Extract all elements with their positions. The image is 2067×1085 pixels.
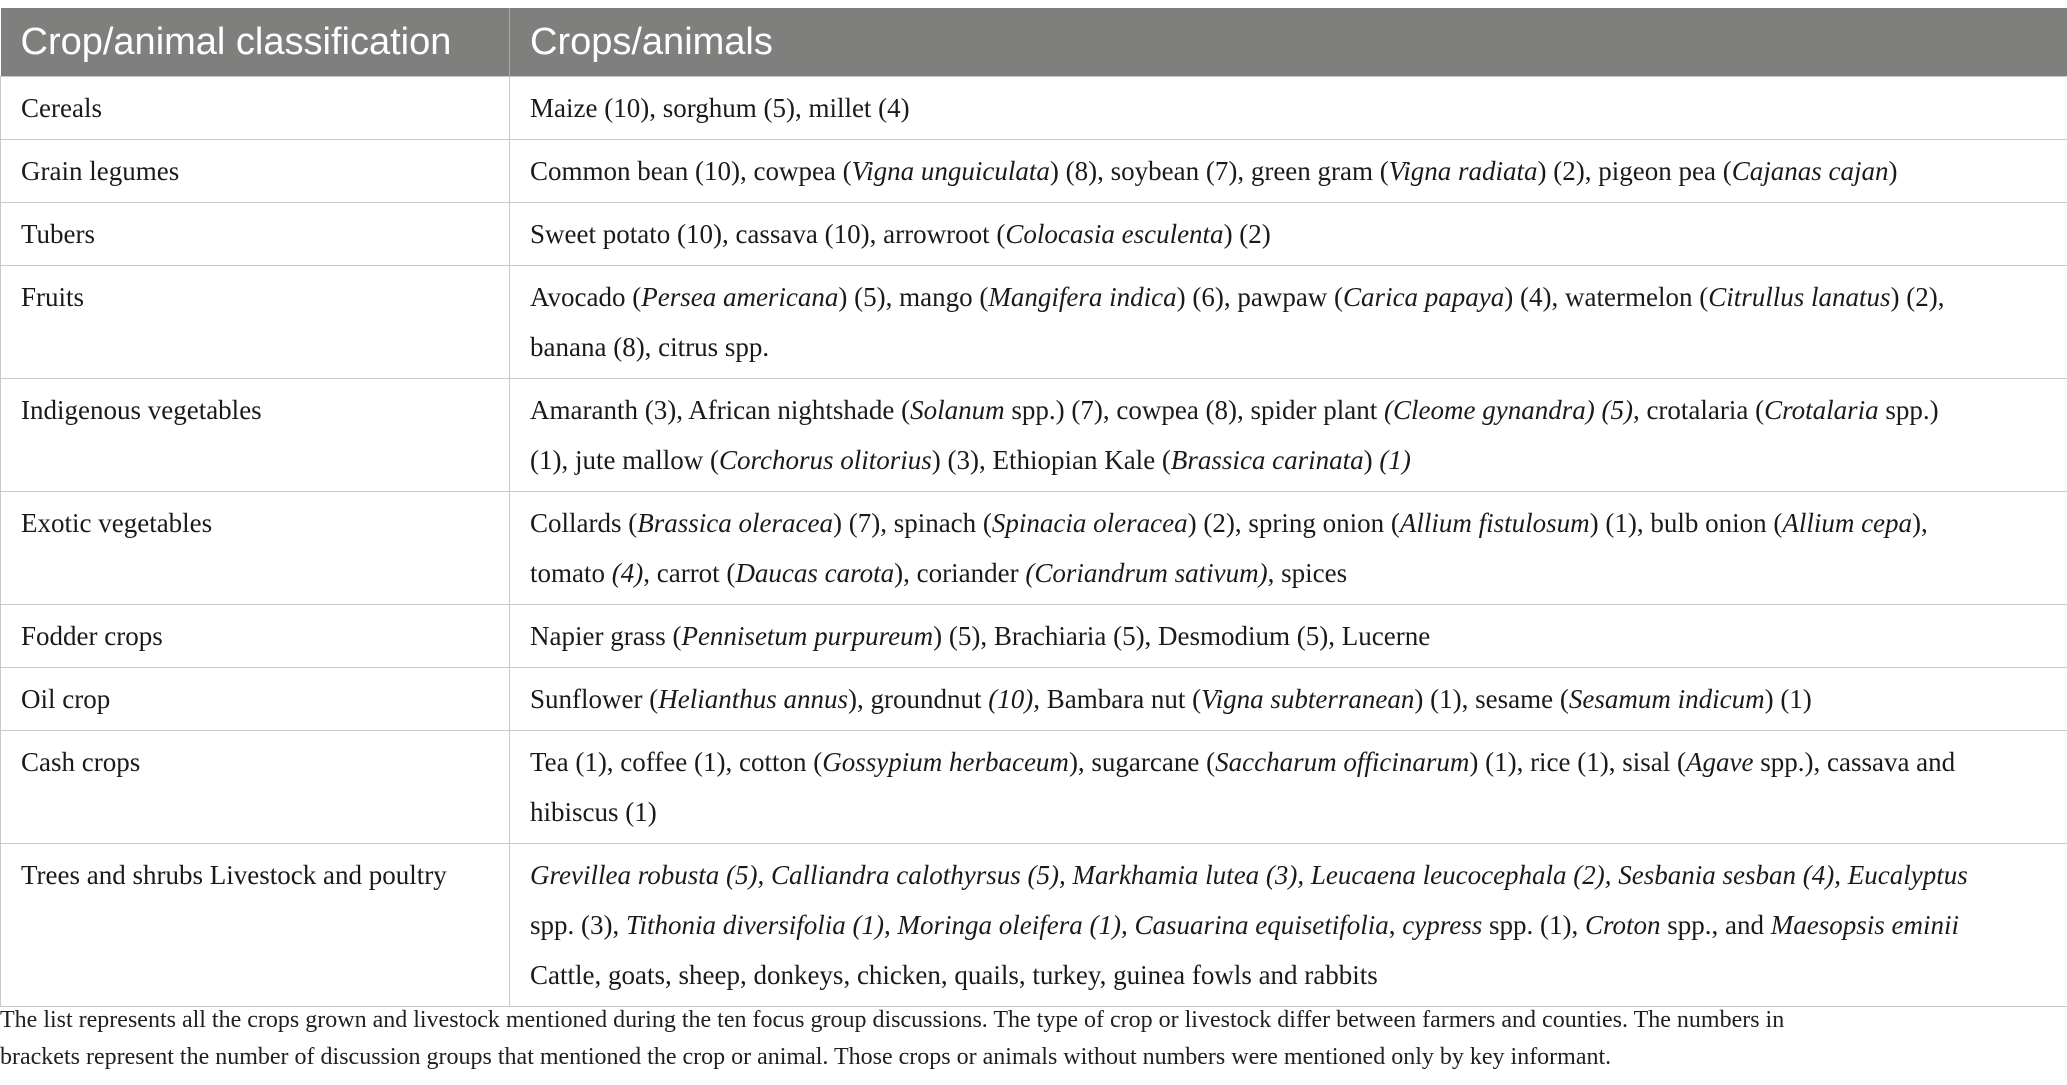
cell-line [530, 611, 2047, 661]
scientific-name-text: Grevillea robusta (5), Calliandra calothyrsus (5), Markhamia lutea (3), Leucaena leucocephala (2), Sesbania sesban (4), Eucalyptus [530, 860, 1968, 890]
scientific-name-text: Brassica carinata [1170, 445, 1364, 475]
classification-cell: Cash crops [1, 731, 510, 844]
cell-text: Amaranth (3), African nightshade ( [530, 395, 911, 425]
cell-line [530, 322, 2047, 372]
cell-text: spp., and [1660, 910, 1771, 940]
crops-animals-cell [510, 731, 2067, 844]
scientific-name-text: Brassica oleracea [637, 508, 833, 538]
table-row [1, 77, 2067, 140]
cell-text: , crotalaria ( [1632, 395, 1765, 425]
cell-text: ) (1) [1764, 684, 1812, 714]
footnote-line: The list represents all the crops grown and livestock mentioned during the ten focus group discussions. The type of crop or livestock differ between farmers and counties. The numbers in [0, 1007, 1785, 1033]
scientific-name-text: Saccharum officinarum [1215, 747, 1470, 777]
crops-animals-cell [510, 844, 2067, 1007]
cell-text: spp.) [1878, 395, 1939, 425]
cell-text: hibiscus (1) [530, 797, 657, 827]
cell-text: ), [1912, 508, 1928, 538]
cell-line [530, 385, 2047, 435]
crops-animals-cell [510, 77, 2067, 140]
cell-text: ), sugarcane ( [1068, 747, 1216, 777]
cell-text: (1), jute mallow ( [530, 445, 719, 475]
classification-cell: Exotic vegetables [1, 492, 510, 605]
classification-cell: Trees and shrubs Livestock and poultry [1, 844, 510, 1007]
cell-text: ) (7), spinach ( [832, 508, 992, 538]
cell-text: Sweet potato (10), cassava (10), arrowroot ( [530, 219, 1006, 249]
scientific-name-text: Crotalaria [1764, 395, 1879, 425]
table-row [1, 379, 2067, 492]
cell-text: ) (2) [1223, 219, 1271, 249]
classification-cell: Tubers [1, 203, 510, 266]
scientific-name-text: Allium cepa [1782, 508, 1913, 538]
crops-animals-cell [510, 140, 2067, 203]
scientific-name-text: (1) [1379, 445, 1411, 475]
cell-text: banana (8), citrus spp. [530, 332, 770, 362]
crops-animals-cell [510, 668, 2067, 731]
cell-line [530, 498, 2047, 548]
scientific-name-text: (Coriandrum sativum) [1025, 558, 1268, 588]
classification-cell: Indigenous vegetables [1, 379, 510, 492]
cell-text: ) (8), soybean (7), green gram ( [1049, 156, 1389, 186]
scientific-name-text: Agave [1686, 747, 1754, 777]
cell-text: , spices [1267, 558, 1348, 588]
cell-text: spp. (1), [1482, 910, 1585, 940]
cell-text: tomato [530, 558, 612, 588]
cell-text: ) (5), mango ( [838, 282, 989, 312]
cell-line [530, 850, 2047, 900]
classification-cell: Oil crop [1, 668, 510, 731]
crops-animals-cell [510, 605, 2067, 668]
scientific-name-text: Sesamum indicum [1568, 684, 1765, 714]
table-row [1, 844, 2067, 1007]
classification-cell: Cereals [1, 77, 510, 140]
cell-line [530, 950, 2047, 1000]
crops-animals-cell [510, 492, 2067, 605]
cell-text: Maize (10), sorghum (5), millet (4) [530, 93, 910, 123]
column-header-crops-animals: Crops/animals [510, 8, 2067, 77]
scientific-name-text: Colocasia esculenta [1005, 219, 1224, 249]
cell-text: ) (6), pawpaw ( [1176, 282, 1344, 312]
cell-text: Avocado ( [530, 282, 642, 312]
scientific-name-text: (10), [988, 684, 1040, 714]
scientific-name-text: Mangifera indica [988, 282, 1177, 312]
scientific-name-text: Vigna radiata [1388, 156, 1538, 186]
classification-cell: Fodder crops [1, 605, 510, 668]
cell-text: , carrot ( [643, 558, 736, 588]
header-row [1, 8, 2067, 77]
scientific-name-text: Daucas carota [735, 558, 895, 588]
cell-text: ) (4), watermelon ( [1504, 282, 1709, 312]
cell-text: ) (1), bulb onion ( [1589, 508, 1783, 538]
cell-line [530, 83, 2047, 133]
scientific-name-text: Gossypium herbaceum [822, 747, 1069, 777]
cell-line [530, 146, 2047, 196]
table-row [1, 731, 2067, 844]
table-footnote [0, 1002, 2067, 1076]
cell-text: ) (2), [1890, 282, 1945, 312]
table-header [1, 8, 2067, 77]
table-row [1, 266, 2067, 379]
footnote-line: brackets represent the number of discussion groups that mentioned the crop or animal. Those crops or animals without numbers were mentioned only by key informant. [0, 1044, 1612, 1070]
cell-text: ) (2), spring onion ( [1187, 508, 1400, 538]
cell-line [530, 272, 2047, 322]
scientific-name-text: Corchorus olitorius [718, 445, 932, 475]
cell-text: spp. (3), [530, 910, 626, 940]
crops-animals-table [0, 8, 2067, 1007]
classification-cell: Grain legumes [1, 140, 510, 203]
cell-line [530, 435, 2047, 485]
scientific-name-text: Croton [1584, 910, 1661, 940]
crops-animals-cell [510, 379, 2067, 492]
cell-line [530, 209, 2047, 259]
cell-text: , [1388, 910, 1403, 940]
scientific-name-text: Carica papaya [1343, 282, 1505, 312]
scientific-name-text: Allium fistulosum [1399, 508, 1590, 538]
scientific-name-text: (Cleome gynandra) (5) [1384, 395, 1633, 425]
cell-text: Tea (1), coffee (1), cotton ( [530, 747, 823, 777]
cell-text: ) [1363, 445, 1380, 475]
cell-text: ) (5), Brachiaria (5), Desmodium (5), Lucerne [933, 621, 1431, 651]
cell-text: ) [1888, 156, 1898, 186]
cell-text: Bambara nut ( [1039, 684, 1202, 714]
cell-text: Collards ( [530, 508, 638, 538]
scientific-name-text: Pennisetum purpureum [681, 621, 934, 651]
cell-text: spp.) (7), cowpea (8), spider plant [1004, 395, 1385, 425]
cell-text: ) (3), Ethiopian Kale ( [931, 445, 1171, 475]
table-row [1, 203, 2067, 266]
cell-text: ), coriander [894, 558, 1026, 588]
cell-text: Napier grass ( [530, 621, 682, 651]
scientific-name-text: Helianthus annus [658, 684, 848, 714]
cell-text: ) (2), pigeon pea ( [1537, 156, 1732, 186]
crops-animals-cell [510, 266, 2067, 379]
scientific-name-text: Tithonia diversifolia (1), Moringa oleifera (1), Casuarina equisetifolia [626, 910, 1389, 940]
cell-line [530, 787, 2047, 837]
scientific-name-text: cypress [1402, 910, 1483, 940]
cell-text: Common bean (10), cowpea ( [530, 156, 852, 186]
cell-text: spp.), cassava and [1753, 747, 1956, 777]
table-row [1, 140, 2067, 203]
scientific-name-text: (4) [611, 558, 644, 588]
crops-animals-cell [510, 203, 2067, 266]
scientific-name-text: Citrullus lanatus [1708, 282, 1891, 312]
cell-line [530, 900, 2047, 950]
scientific-name-text: Cajanas cajan [1731, 156, 1889, 186]
scientific-name-text: Solanum [910, 395, 1005, 425]
scientific-name-text: Vigna subterranean [1201, 684, 1415, 714]
cell-text: Cattle, goats, sheep, donkeys, chicken, quails, turkey, guinea fowls and rabbits [530, 960, 1378, 990]
table-row [1, 605, 2067, 668]
cell-line [530, 737, 2047, 787]
cell-line [530, 548, 2047, 598]
cell-line [530, 674, 2047, 724]
scientific-name-text: Maesopsis eminii [1770, 910, 1959, 940]
scientific-name-text: Vigna unguiculata [851, 156, 1050, 186]
cell-text: ), groundnut [848, 684, 989, 714]
table-row [1, 668, 2067, 731]
cell-text: ) (1), rice (1), sisal ( [1469, 747, 1687, 777]
scientific-name-text: Persea americana [641, 282, 839, 312]
cell-text: Sunflower ( [530, 684, 659, 714]
table-row [1, 492, 2067, 605]
scientific-name-text: Spinacia oleracea [991, 508, 1188, 538]
classification-cell: Fruits [1, 266, 510, 379]
cell-text: ) (1), sesame ( [1414, 684, 1569, 714]
column-header-classification: Crop/animal classification [1, 8, 510, 77]
table-body [1, 77, 2067, 1007]
